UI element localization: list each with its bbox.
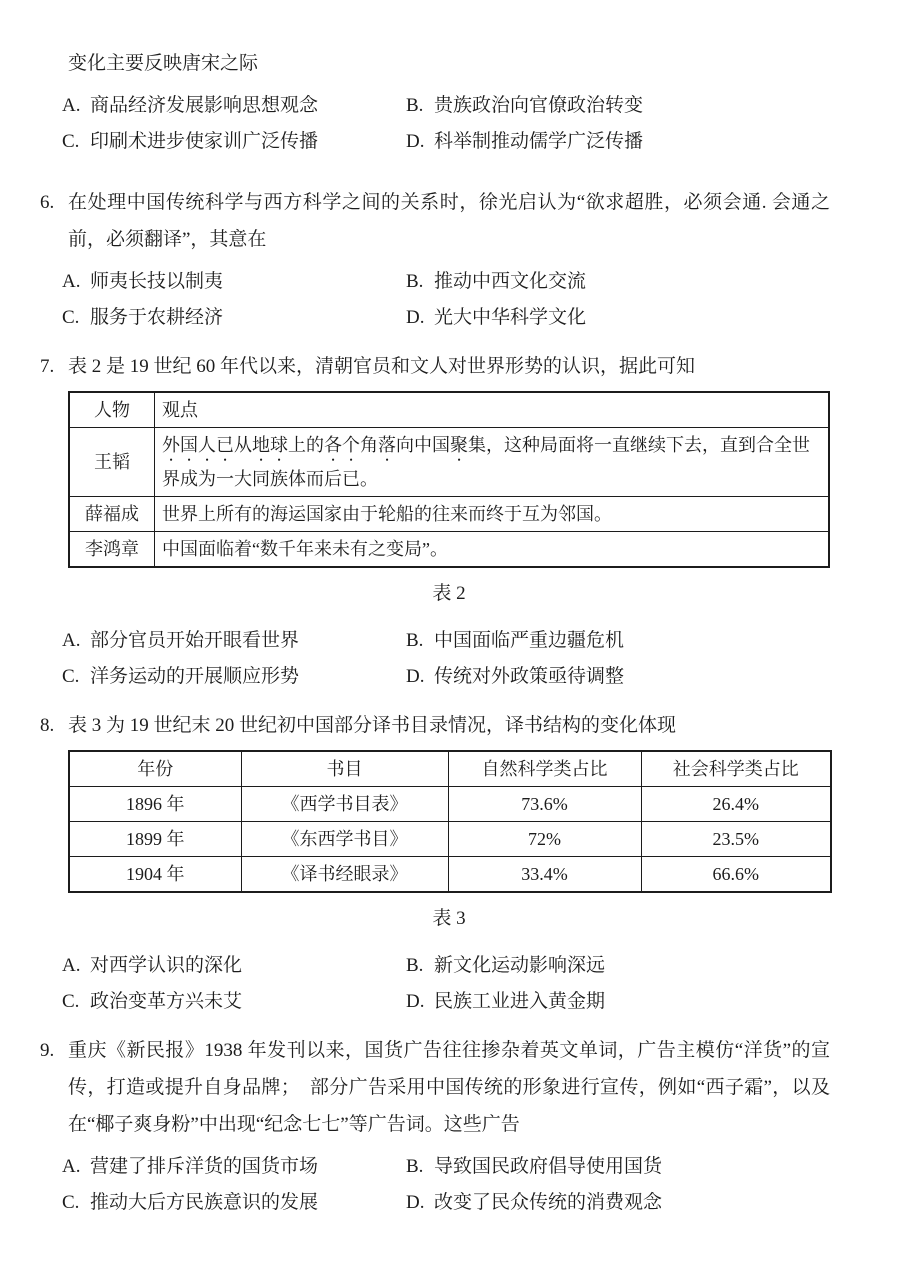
table-2-view-wangtao [155, 428, 830, 497]
q9-option-c [62, 1185, 406, 1221]
q7-option-d [406, 659, 830, 695]
q7-option-d-text: 传统对外政策亟待调整 [434, 666, 625, 687]
q7-option-c-label: C. [62, 666, 80, 687]
q7-stem [40, 348, 830, 385]
q6-option-c [62, 300, 406, 336]
q6-option-a-label: A. [62, 271, 81, 292]
table-cell: 73.6% [448, 787, 641, 822]
table-3-header-natural-science: 自然科学类占比 [448, 751, 641, 787]
table-2-caption: 表 2 [432, 583, 466, 604]
q6-options-row-2 [62, 300, 830, 336]
q5-option-d-label: D. [406, 131, 425, 152]
q8-option-a-text: 对西学认识的深化 [90, 955, 243, 976]
q9-option-a-text: 营建了排斥洋货的国货市场 [90, 1156, 319, 1177]
table-3 [68, 750, 832, 893]
q9-option-a-label: A. [62, 1156, 81, 1177]
q9-options [62, 1149, 830, 1221]
q7-options [62, 623, 830, 695]
quote-segment: 上的 [288, 435, 324, 455]
q7-option-b-text: 中国面临严重边疆危机 [434, 630, 625, 651]
q7-options-row-1 [62, 623, 830, 659]
q5-option-b [406, 88, 830, 124]
q8-option-c-text: 政治变革方兴未艾 [90, 991, 243, 1012]
quote-segment: 从 [234, 435, 252, 455]
q9-option-d-text: 改变了民众传统的消费观念 [434, 1192, 663, 1213]
q9-option-b-text: 导致国民政府倡导使用国货 [434, 1156, 663, 1177]
table-3-header-year: 年份 [69, 751, 241, 787]
table-cell: 23.5% [641, 822, 831, 857]
q5-option-d-text: 科举制推动儒学广泛传播 [434, 131, 644, 152]
table-3-header-row [69, 751, 831, 787]
q5-option-a [62, 88, 406, 124]
q6-option-d-text: 光大中华科学文化 [434, 307, 587, 328]
q9-option-a [62, 1149, 406, 1185]
q9-stem [40, 1032, 830, 1143]
table-cell: 1904 年 [69, 857, 241, 893]
q5-option-c-label: C. [62, 131, 80, 152]
q5-option-a-label: A. [62, 95, 81, 116]
table-cell: 《译书经眼录》 [241, 857, 448, 893]
table-cell: 72% [448, 822, 641, 857]
q7-stem-text: 表 2 是 19 世纪 60 年代以来，清朝官员和文人对世界形势的认识，据此可知 [68, 356, 696, 377]
q5-option-d [406, 124, 830, 160]
q5-option-c-text: 印刷术进步使家训广泛传播 [90, 131, 319, 152]
table-cell: 26.4% [641, 787, 831, 822]
q5-option-b-label: B. [406, 95, 424, 116]
q6-option-a-text: 师夷长技以制夷 [90, 271, 224, 292]
q7-option-b-label: B. [406, 630, 424, 651]
table-3-header-booklist: 书目 [241, 751, 448, 787]
q7-number: 7. [40, 356, 55, 377]
q7-option-a [62, 623, 406, 659]
table-3-row-1899 [69, 822, 831, 857]
quote-segment: 集，这种局面将一直继续下去，直到合全世界成为一大同族体而后已。 [162, 435, 810, 489]
q9-option-c-text: 推动大后方民族意识的发展 [90, 1192, 319, 1213]
table-3-row-1896 [69, 787, 831, 822]
emphasized-quote-segment: 各个 [324, 435, 360, 455]
q7-option-b [406, 623, 830, 659]
table-2-view-lihongzhang: 中国面临着“数千年来未有之变局”。 [155, 532, 830, 568]
q8-options-row-2 [62, 984, 830, 1020]
emphasized-quote-segment: 聚 [450, 435, 468, 455]
q8-option-c [62, 984, 406, 1020]
q6-option-a [62, 264, 406, 300]
table-3-row-1904 [69, 857, 831, 893]
q6-stem [40, 184, 830, 258]
q7-options-row-2 [62, 659, 830, 695]
table-2-person-xuefucheng: 薛福成 [69, 497, 155, 532]
q8-stem [40, 707, 830, 744]
q8-option-d [406, 984, 830, 1020]
q7-option-c [62, 659, 406, 695]
q8-stem-text: 表 3 为 19 世纪末 20 世纪初中国部分译书目录情况，译书结构的变化体现 [68, 715, 677, 736]
q6-options [62, 264, 830, 336]
emphasized-quote-segment: 落 [378, 435, 396, 455]
table-cell: 1896 年 [69, 787, 241, 822]
table-2-person-wangtao: 王韬 [69, 428, 155, 497]
table-2-header-person: 人物 [69, 392, 155, 428]
q5-options [62, 88, 830, 160]
table-3-caption: 表 3 [432, 908, 466, 929]
table-cell: 1899 年 [69, 822, 241, 857]
q6-options-row-1 [62, 264, 830, 300]
q9-number: 9. [40, 1040, 55, 1061]
q8-option-b-label: B. [406, 955, 424, 976]
q6-option-d-label: D. [406, 307, 425, 328]
q8-option-c-label: C. [62, 991, 80, 1012]
q7-option-c-text: 洋务运动的开展顺应形势 [90, 666, 300, 687]
q8-options [62, 948, 830, 1020]
table-2 [68, 391, 830, 568]
q8-option-d-label: D. [406, 991, 425, 1012]
q7-option-a-text: 部分官员开始开眼看世界 [90, 630, 300, 651]
q9-stem-text: 重庆《新民报》1938 年发刊以来，国货广告往往掺杂着英文单词，广告主模仿“洋货”的宣传，打造或提升自身品牌； 部分广告采用中国传统的形象进行宣传，例如“西子霜”，以及在“椰子爽身粉”中出现“纪念七七”等广告词。这些广告 [68, 1040, 830, 1135]
q5-options-row-2 [62, 124, 830, 160]
q9-options-row-1 [62, 1149, 830, 1185]
q8-number: 8. [40, 715, 55, 736]
q8-options-row-1 [62, 948, 830, 984]
q9-options-row-2 [62, 1185, 830, 1221]
q5-option-c [62, 124, 406, 160]
table-2-row-xuefucheng [69, 497, 829, 532]
q5-option-a-text: 商品经济发展影响思想观念 [90, 95, 319, 116]
emphasized-quote-segment: 地球 [252, 435, 288, 455]
q6-option-c-label: C. [62, 307, 80, 328]
q8-option-a [62, 948, 406, 984]
q8-option-b-text: 新文化运动影响深远 [434, 955, 606, 976]
table-2-header-row [69, 392, 829, 428]
table-3-header-social-science: 社会科学类占比 [641, 751, 831, 787]
q7-option-a-label: A. [62, 630, 81, 651]
table-2-header-view: 观点 [155, 392, 830, 428]
q8-option-a-label: A. [62, 955, 81, 976]
q5-stem-continuation: 变化主要反映唐宋之际 [68, 53, 259, 74]
q6-stem-text: 在处理中国传统科学与西方科学之间的关系时，徐光启认为“欲求超胜，必须会通. 会通之前，必须翻译”，其意在 [68, 192, 830, 250]
q7-option-d-label: D. [406, 666, 425, 687]
q5-options-row-1 [62, 88, 830, 124]
q6-number: 6. [40, 192, 55, 213]
q9-option-b [406, 1149, 830, 1185]
table-2-view-xuefucheng: 世界上所有的海运国家由于轮船的往来而终于互为邻国。 [155, 497, 830, 532]
table-cell: 33.4% [448, 857, 641, 893]
q9-option-d [406, 1185, 830, 1221]
table-2-row-wangtao [69, 428, 829, 497]
q5-option-b-text: 贵族政治向官僚政治转变 [434, 95, 644, 116]
q8-option-d-text: 民族工业进入黄金期 [434, 991, 606, 1012]
q6-option-b-text: 推动中西文化交流 [434, 271, 587, 292]
quote-segment: 向中国 [396, 435, 450, 455]
emphasized-quote-segment: 外国人已 [162, 435, 234, 455]
q6-option-d [406, 300, 830, 336]
quote-segment: 角 [360, 435, 378, 455]
table-2-person-lihongzhang: 李鸿章 [69, 532, 155, 568]
table-cell: 《西学书目表》 [241, 787, 448, 822]
table-2-row-lihongzhang [69, 532, 829, 568]
q9-option-d-label: D. [406, 1192, 425, 1213]
table-cell: 《东西学书目》 [241, 822, 448, 857]
table-cell: 66.6% [641, 857, 831, 893]
q6-option-b-label: B. [406, 271, 424, 292]
q9-option-b-label: B. [406, 1156, 424, 1177]
q6-option-c-text: 服务于农耕经济 [90, 307, 224, 328]
q9-option-c-label: C. [62, 1192, 80, 1213]
q6-option-b [406, 264, 830, 300]
q8-option-b [406, 948, 830, 984]
